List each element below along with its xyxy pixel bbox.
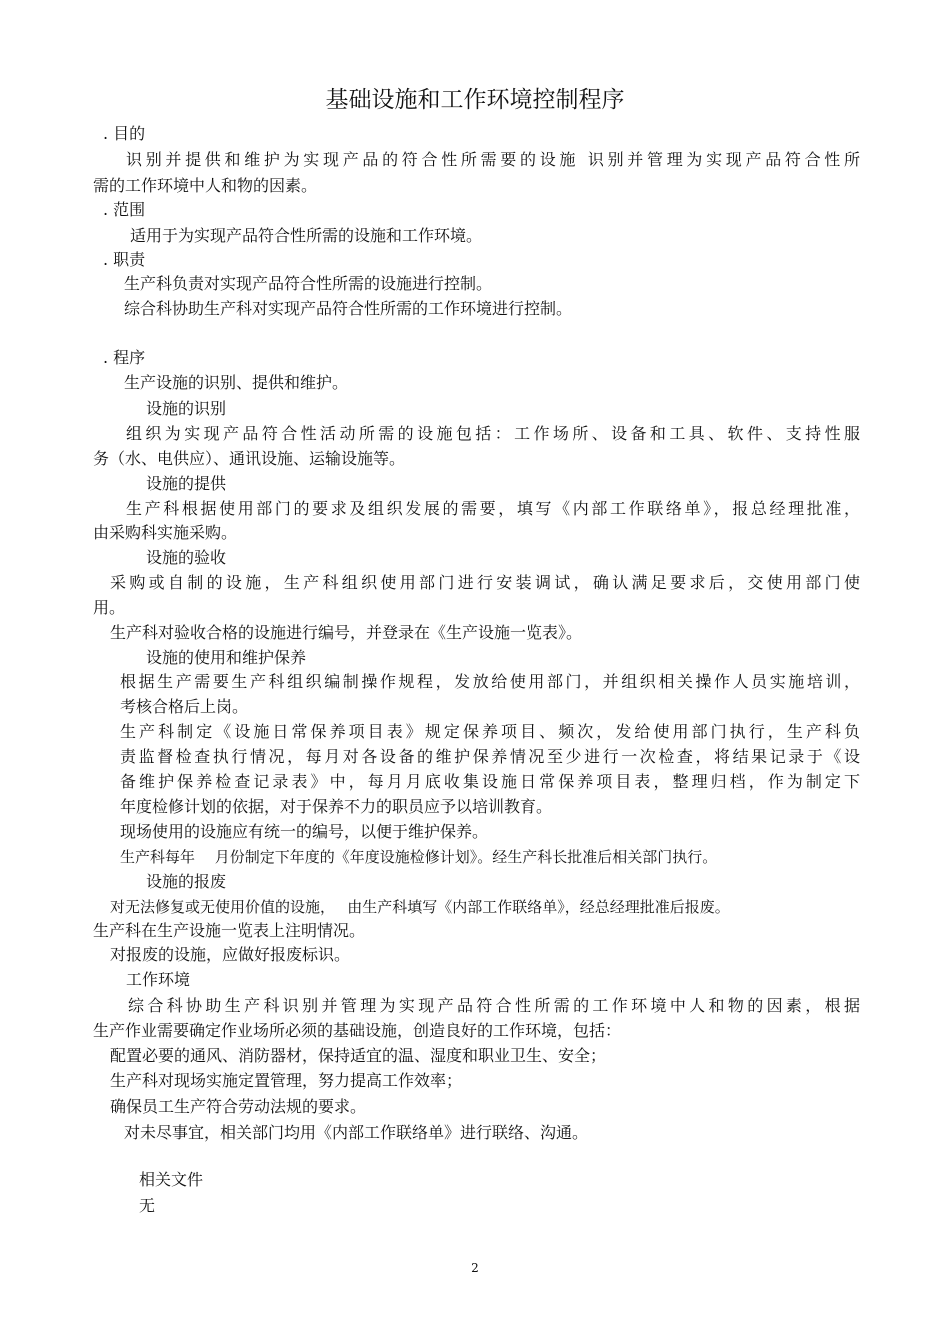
- subsection-heading: 设施的验收: [146, 548, 227, 567]
- subsection-heading: 设施的使用和维护保养: [146, 648, 307, 667]
- paragraph-line: 综合科协助生产科对实现产品符合性所需的工作环境进行控制。: [124, 299, 573, 318]
- subsection-heading: 生产设施的识别、提供和维护。: [124, 373, 349, 392]
- paragraph-line: 务（水、电供应）、通讯设施、运输设施等。: [93, 449, 406, 468]
- paragraph-line: 需的工作环境中人和物的因素。: [93, 176, 318, 195]
- paragraph-line: 现场使用的设施应有统一的编号，以便于维护保养。: [120, 822, 489, 841]
- subsection-heading: 工作环境: [126, 970, 191, 989]
- paragraph-line: 根据生产需要生产科组织编制操作规程，发放给使用部门，并组织相关操作人员实施培训，: [120, 672, 860, 691]
- paragraph-line: 生产科对验收合格的设施进行编号，并登录在《生产设施一览表》。: [110, 623, 583, 642]
- section-heading-responsibility: . 职责: [103, 250, 146, 269]
- paragraph-line: 生产科在生产设施一览表上注明情况。: [93, 921, 366, 940]
- paragraph-line: 识别并提供和维护为实现产品的符合性所需要的设施 识别并管理为实现产品符合性所: [126, 150, 860, 169]
- paragraph-line: 确保员工生产符合劳动法规的要求。: [110, 1097, 367, 1116]
- paragraph-line: 考核合格后上岗。: [120, 697, 249, 716]
- section-heading-related-documents: 相关文件: [139, 1170, 204, 1189]
- paragraph-line: 对无法修复或无使用价值的设施， 由生产科填写《内部工作联络单》，经总经理批准后报废。: [110, 898, 730, 916]
- paragraph-line: 配置必要的通风、消防器材，保持适宜的温、湿度和职业卫生、安全；: [110, 1046, 607, 1065]
- paragraph-line: 生产科制定《设施日常保养项目表》规定保养项目、频次，发给使用部门执行，生产科负: [120, 722, 860, 741]
- subsection-heading: 设施的识别: [146, 399, 227, 418]
- subsection-heading: 设施的报废: [146, 872, 227, 891]
- paragraph-line: 用。: [93, 598, 126, 617]
- page-number: 2: [471, 1261, 479, 1275]
- subsection-heading: 设施的提供: [146, 474, 227, 493]
- paragraph-line: 由采购科实施采购。: [93, 523, 238, 542]
- section-heading-procedure: . 程序: [103, 348, 146, 367]
- document-title: 基础设施和工作环境控制程序: [325, 87, 625, 113]
- paragraph-line: 对未尽事宜，相关部门均用《内部工作联络单》进行联络、沟通。: [124, 1123, 589, 1142]
- paragraph-line: 生产作业需要确定作业场所必须的基础设施，创造良好的工作环境，包括：: [93, 1021, 622, 1040]
- paragraph-line: 生产科每年 月份制定下年度的《年度设施检修计划》。经生产科长批准后相关部门执行。: [120, 848, 718, 866]
- paragraph-line: 适用于为实现产品符合性所需的设施和工作环境。: [130, 226, 483, 245]
- section-heading-scope: . 范围: [103, 200, 146, 219]
- paragraph-line: 责监督检查执行情况，每月对各设备的维护保养情况至少进行一次检查，将结果记录于《设: [120, 747, 860, 766]
- paragraph-line: 生产科根据使用部门的要求及组织发展的需要，填写《内部工作联络单》，报总经理批准，: [126, 499, 860, 518]
- paragraph-line: 年度检修计划的依据，对于保养不力的职员应予以培训教育。: [120, 797, 553, 816]
- paragraph-line: 生产科负责对实现产品符合性所需的设施进行控制。: [124, 274, 493, 293]
- paragraph-line: 组织为实现产品符合性活动所需的设施包括：工作场所、设备和工具、软件、支持性服: [126, 424, 860, 443]
- paragraph-line: 无: [139, 1196, 156, 1215]
- paragraph-line: 备维护保养检查记录表》中，每月月底收集设施日常保养项目表，整理归档，作为制定下: [120, 772, 860, 791]
- paragraph-line: 综合科协助生产科识别并管理为实现产品符合性所需的工作环境中人和物的因素，根据: [128, 996, 860, 1015]
- paragraph-line: 对报废的设施，应做好报废标识。: [110, 945, 351, 964]
- section-heading-purpose: . 目的: [103, 124, 146, 143]
- paragraph-line: 生产科对现场实施定置管理，努力提高工作效率；: [110, 1071, 463, 1090]
- paragraph-line: 采购或自制的设施，生产科组织使用部门进行安装调试，确认满足要求后，交使用部门使: [110, 573, 860, 592]
